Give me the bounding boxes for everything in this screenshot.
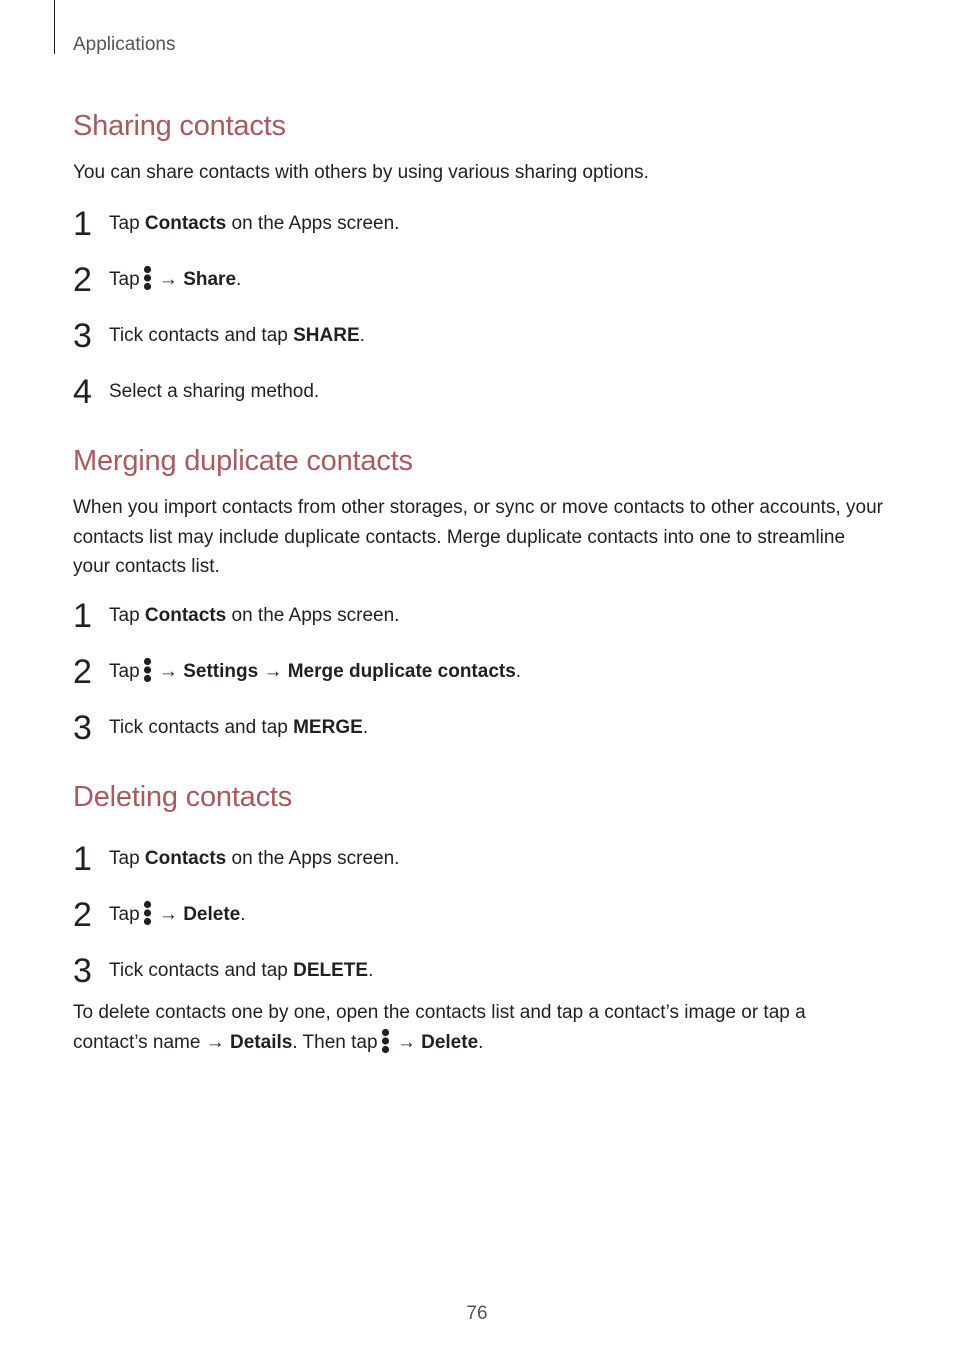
ui-term: Delete — [183, 904, 241, 925]
step-number: 1 — [73, 205, 92, 243]
ui-term: Contacts — [144, 605, 227, 626]
step-item — [73, 951, 373, 991]
step-number: 2 — [73, 653, 92, 691]
ui-term: MERGE — [293, 717, 363, 738]
step-item — [73, 204, 399, 244]
ui-term: Settings — [183, 661, 259, 682]
header-rule — [54, 0, 55, 54]
more-options-icon — [381, 1028, 390, 1054]
section-title-merging-duplicate-contacts: Merging duplicate contacts — [73, 445, 413, 477]
page-number: 76 — [466, 1303, 488, 1324]
step-item — [73, 839, 399, 879]
more-options-icon — [143, 265, 152, 291]
section-intro-sharing: You can share contacts with others by using various sharing options. — [73, 162, 649, 183]
step-item — [73, 708, 368, 748]
ui-term: Share — [183, 269, 237, 290]
step-text: Tap → Settings → Merge duplicate contacts. — [109, 652, 521, 692]
step-number: 4 — [73, 373, 92, 411]
ui-term: Delete — [421, 1031, 479, 1053]
step-text: Tick contacts and tap SHARE. — [109, 325, 365, 346]
section-outro-deleting: To delete contacts one by one, open the contacts list and tap a contact’s image or tap a contact’s name → Details. Then tap → Delete. — [73, 1002, 806, 1053]
step-number: 2 — [73, 261, 92, 299]
step-text: Tap Contacts on the Apps screen. — [109, 605, 400, 626]
step-text: Tap → Delete. — [109, 895, 246, 935]
section-title-sharing-contacts: Sharing contacts — [73, 110, 286, 142]
ui-term: SHARE — [293, 325, 360, 346]
step-number: 3 — [73, 317, 92, 355]
step-number: 3 — [73, 709, 92, 747]
more-options-icon — [143, 900, 152, 926]
step-text: Tap Contacts on the Apps screen. — [109, 213, 400, 234]
step-item — [73, 316, 365, 356]
step-item — [73, 372, 319, 412]
step-text: Tick contacts and tap MERGE. — [109, 717, 369, 738]
section-title-deleting-contacts: Deleting contacts — [73, 781, 293, 813]
step-text: Tap → Share. — [109, 260, 241, 300]
ui-term: DELETE — [293, 960, 369, 981]
step-text: Tick contacts and tap DELETE. — [109, 960, 374, 981]
step-number: 3 — [73, 952, 92, 990]
more-options-icon — [143, 657, 152, 683]
header-label: Applications — [73, 34, 176, 55]
ui-term: Merge duplicate contacts — [287, 661, 516, 682]
step-number: 2 — [73, 896, 92, 934]
ui-term: Contacts — [144, 213, 227, 234]
step-item — [73, 596, 399, 636]
step-item — [73, 895, 246, 935]
step-number: 1 — [73, 840, 92, 878]
ui-term: Contacts — [144, 848, 227, 869]
step-item — [73, 652, 521, 692]
step-number: 1 — [73, 597, 92, 635]
ui-term: Details — [230, 1031, 293, 1053]
step-item — [73, 260, 241, 300]
step-text: Tap Contacts on the Apps screen. — [109, 848, 400, 869]
section-intro-merging: When you import contacts from other storages, or sync or move contacts to other accounts, your contacts list may include duplicate contacts. Merge duplicate contacts into one to streamline your contacts list. — [73, 497, 883, 577]
step-text: Select a sharing method. — [109, 381, 320, 402]
